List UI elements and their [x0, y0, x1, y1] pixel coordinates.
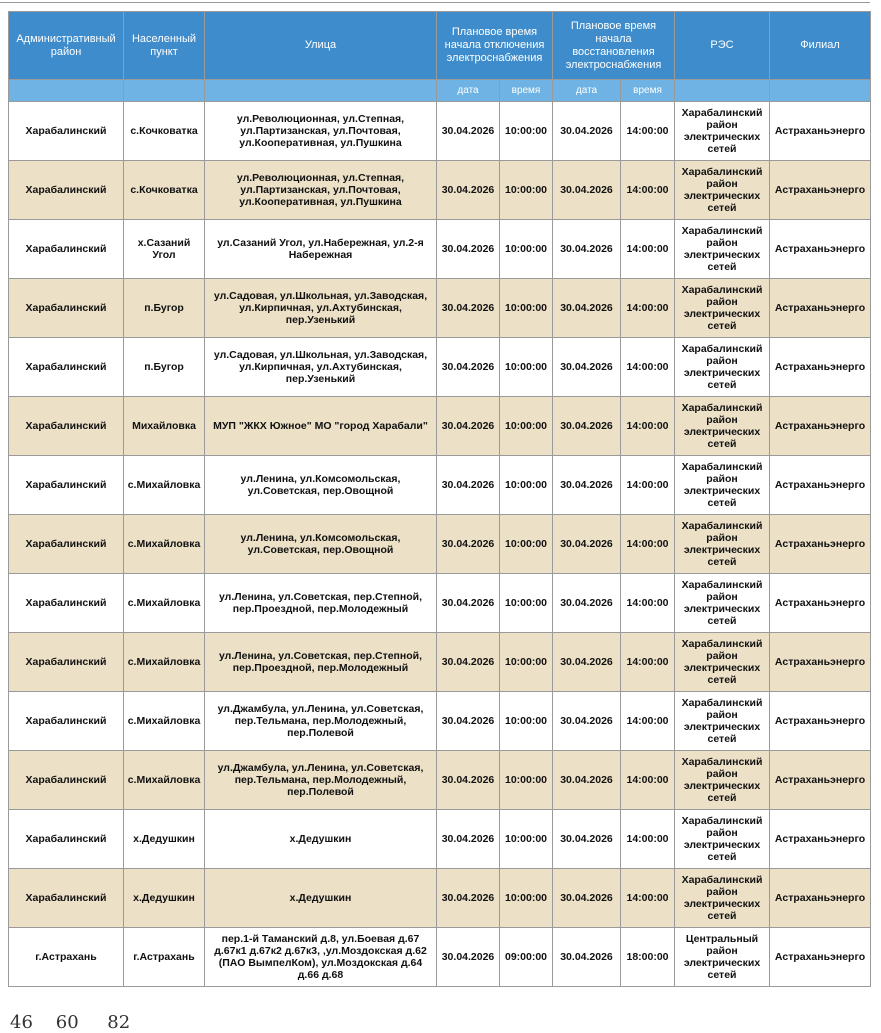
cell-branch: Астраханьэнерго	[770, 456, 871, 515]
cell-street: ул.Ленина, ул.Советская, пер.Степной, пер.Проездной, пер.Молодежный	[205, 574, 437, 633]
cell-district: г.Астрахань	[9, 928, 124, 987]
cell-on-date: 30.04.2026	[553, 161, 621, 220]
cell-on-date: 30.04.2026	[553, 338, 621, 397]
cell-res: Харабалинский район электрических сетей	[675, 751, 770, 810]
cell-street: ул.Революционная, ул.Степная, ул.Партизанская, ул.Почтовая, ул.Кооперативная, ул.Пушкина	[205, 102, 437, 161]
cell-settlement: с.Михайловка	[124, 692, 205, 751]
cell-branch: Астраханьэнерго	[770, 279, 871, 338]
header-on-time: Плановое время начала восстановления электроснабжения	[553, 12, 675, 80]
table-row	[9, 279, 871, 338]
cell-on-time: 14:00:00	[621, 220, 675, 279]
cell-district: Харабалинский	[9, 102, 124, 161]
table-row	[9, 928, 871, 987]
cell-on-time: 14:00:00	[621, 869, 675, 928]
table-row	[9, 161, 871, 220]
cell-on-date: 30.04.2026	[553, 810, 621, 869]
cell-off-time: 09:00:00	[500, 928, 553, 987]
cell-on-time: 14:00:00	[621, 515, 675, 574]
cell-district: Харабалинский	[9, 161, 124, 220]
cell-settlement: с.Кочковатка	[124, 161, 205, 220]
cell-res: Центральный район электрических сетей	[675, 928, 770, 987]
table-row	[9, 574, 871, 633]
header-off-time: Плановое время начала отключения электроснабжения	[437, 12, 553, 80]
cell-on-time: 14:00:00	[621, 692, 675, 751]
cell-settlement: с.Михайловка	[124, 633, 205, 692]
cell-off-date: 30.04.2026	[437, 751, 500, 810]
subheader-off-time: время	[500, 80, 553, 102]
cell-street: ул.Садовая, ул.Школьная, ул.Заводская, ул.Кирпичная, ул.Ахтубинская, пер.Узенький	[205, 279, 437, 338]
cell-district: Харабалинский	[9, 397, 124, 456]
cell-street: ул.Джамбула, ул.Ленина, ул.Советская, пер.Тельмана, пер.Молодежный, пер.Полевой	[205, 692, 437, 751]
cell-on-time: 14:00:00	[621, 456, 675, 515]
cell-res: Харабалинский район электрических сетей	[675, 161, 770, 220]
table-row	[9, 869, 871, 928]
cell-off-date: 30.04.2026	[437, 456, 500, 515]
table-row	[9, 397, 871, 456]
cell-on-time: 14:00:00	[621, 810, 675, 869]
cell-off-date: 30.04.2026	[437, 102, 500, 161]
top-divider	[0, 2, 870, 3]
cell-district: Харабалинский	[9, 692, 124, 751]
cell-settlement: х.Сазаний Угол	[124, 220, 205, 279]
header-district: Административный район	[9, 12, 124, 80]
table-row	[9, 633, 871, 692]
cell-res: Харабалинский район электрических сетей	[675, 574, 770, 633]
cell-off-date: 30.04.2026	[437, 397, 500, 456]
cell-on-date: 30.04.2026	[553, 574, 621, 633]
cell-branch: Астраханьэнерго	[770, 515, 871, 574]
subheader-empty	[205, 80, 437, 102]
cell-street: ул.Ленина, ул.Комсомольская, ул.Советская, пер.Овощной	[205, 515, 437, 574]
cell-off-time: 10:00:00	[500, 574, 553, 633]
cell-off-time: 10:00:00	[500, 633, 553, 692]
cell-on-time: 14:00:00	[621, 279, 675, 338]
cell-off-date: 30.04.2026	[437, 633, 500, 692]
cell-settlement: п.Бугор	[124, 279, 205, 338]
cell-settlement: с.Кочковатка	[124, 102, 205, 161]
cell-off-time: 10:00:00	[500, 102, 553, 161]
cell-on-date: 30.04.2026	[553, 279, 621, 338]
cell-on-date: 30.04.2026	[553, 220, 621, 279]
subheader-empty	[675, 80, 770, 102]
cell-on-date: 30.04.2026	[553, 869, 621, 928]
cell-res: Харабалинский район электрических сетей	[675, 456, 770, 515]
cell-off-time: 10:00:00	[500, 869, 553, 928]
cell-street: МУП "ЖКХ Южное" МО "город Харабали"	[205, 397, 437, 456]
cell-street: ул.Джамбула, ул.Ленина, ул.Советская, пер.Тельмана, пер.Молодежный, пер.Полевой	[205, 751, 437, 810]
cell-settlement: х.Дедушкин	[124, 869, 205, 928]
table-row	[9, 220, 871, 279]
cell-branch: Астраханьэнерго	[770, 751, 871, 810]
cell-branch: Астраханьэнерго	[770, 810, 871, 869]
cell-on-date: 30.04.2026	[553, 397, 621, 456]
table-row	[9, 751, 871, 810]
cell-district: Харабалинский	[9, 456, 124, 515]
subheader-row	[9, 80, 871, 102]
table-row	[9, 810, 871, 869]
cell-district: Харабалинский	[9, 869, 124, 928]
header-row	[9, 12, 871, 80]
cell-res: Харабалинский район электрических сетей	[675, 397, 770, 456]
cell-off-date: 30.04.2026	[437, 515, 500, 574]
cell-street: ул.Сазаний Угол, ул.Набережная, ул.2-я Набережная	[205, 220, 437, 279]
cell-branch: Астраханьэнерго	[770, 397, 871, 456]
subheader-on-date: дата	[553, 80, 621, 102]
cell-off-date: 30.04.2026	[437, 161, 500, 220]
cell-street: ул.Ленина, ул.Комсомольская, ул.Советская, пер.Овощной	[205, 456, 437, 515]
cell-on-time: 14:00:00	[621, 751, 675, 810]
cell-on-date: 30.04.2026	[553, 102, 621, 161]
cell-off-date: 30.04.2026	[437, 869, 500, 928]
cell-street: х.Дедушкин	[205, 810, 437, 869]
cell-branch: Астраханьэнерго	[770, 102, 871, 161]
subheader-empty	[770, 80, 871, 102]
cell-off-time: 10:00:00	[500, 220, 553, 279]
subheader-on-time: время	[621, 80, 675, 102]
cell-street: ул.Садовая, ул.Школьная, ул.Заводская, ул.Кирпичная, ул.Ахтубинская, пер.Узенький	[205, 338, 437, 397]
cell-off-date: 30.04.2026	[437, 279, 500, 338]
cell-branch: Астраханьэнерго	[770, 928, 871, 987]
cell-on-time: 14:00:00	[621, 633, 675, 692]
cell-on-date: 30.04.2026	[553, 633, 621, 692]
cell-street: пер.1-й Таманский д.8, ул.Боевая д.67 д.67к1 д.67к2 д.67к3, ,ул.Моздокская д.62 (ПАО ВымпелКом), ул.Моздокская д.64 д.66 д.68	[205, 928, 437, 987]
cell-on-time: 14:00:00	[621, 397, 675, 456]
cell-street: ул.Ленина, ул.Советская, пер.Степной, пер.Проездной, пер.Молодежный	[205, 633, 437, 692]
cell-on-date: 30.04.2026	[553, 751, 621, 810]
table-row	[9, 338, 871, 397]
cell-on-time: 14:00:00	[621, 161, 675, 220]
cell-settlement: с.Михайловка	[124, 574, 205, 633]
cell-branch: Астраханьэнерго	[770, 692, 871, 751]
cell-branch: Астраханьэнерго	[770, 633, 871, 692]
cell-branch: Астраханьэнерго	[770, 161, 871, 220]
header-res: РЭС	[675, 12, 770, 80]
table-row	[9, 515, 871, 574]
cell-settlement: Михайловка	[124, 397, 205, 456]
cell-on-time: 18:00:00	[621, 928, 675, 987]
cell-settlement: с.Михайловка	[124, 751, 205, 810]
subheader-empty	[9, 80, 124, 102]
cell-settlement: г.Астрахань	[124, 928, 205, 987]
cell-district: Харабалинский	[9, 220, 124, 279]
cell-res: Харабалинский район электрических сетей	[675, 220, 770, 279]
cell-off-time: 10:00:00	[500, 397, 553, 456]
table-row	[9, 456, 871, 515]
cell-branch: Астраханьэнерго	[770, 869, 871, 928]
cell-off-date: 30.04.2026	[437, 928, 500, 987]
cell-res: Харабалинский район электрических сетей	[675, 692, 770, 751]
cell-off-time: 10:00:00	[500, 751, 553, 810]
cell-off-date: 30.04.2026	[437, 574, 500, 633]
cell-off-time: 10:00:00	[500, 338, 553, 397]
cell-off-time: 10:00:00	[500, 810, 553, 869]
cell-res: Харабалинский район электрических сетей	[675, 279, 770, 338]
cell-res: Харабалинский район электрических сетей	[675, 633, 770, 692]
cell-on-date: 30.04.2026	[553, 928, 621, 987]
cell-on-time: 14:00:00	[621, 102, 675, 161]
cell-street: х.Дедушкин	[205, 869, 437, 928]
header-settlement: Населенный пункт	[124, 12, 205, 80]
cell-res: Харабалинский район электрических сетей	[675, 869, 770, 928]
cell-district: Харабалинский	[9, 633, 124, 692]
cell-on-date: 30.04.2026	[553, 692, 621, 751]
cell-on-date: 30.04.2026	[553, 456, 621, 515]
cell-branch: Астраханьэнерго	[770, 574, 871, 633]
cell-res: Харабалинский район электрических сетей	[675, 102, 770, 161]
cell-off-date: 30.04.2026	[437, 220, 500, 279]
subheader-empty	[124, 80, 205, 102]
cell-off-time: 10:00:00	[500, 161, 553, 220]
page-footer-text: 46 60 82	[10, 1012, 131, 1033]
cell-district: Харабалинский	[9, 279, 124, 338]
cell-off-date: 30.04.2026	[437, 338, 500, 397]
cell-settlement: х.Дедушкин	[124, 810, 205, 869]
cell-settlement: с.Михайловка	[124, 515, 205, 574]
header-branch: Филиал	[770, 12, 871, 80]
table-row	[9, 102, 871, 161]
table-body	[9, 102, 871, 987]
subheader-off-date: дата	[437, 80, 500, 102]
cell-off-time: 10:00:00	[500, 456, 553, 515]
cell-street: ул.Революционная, ул.Степная, ул.Партизанская, ул.Почтовая, ул.Кооперативная, ул.Пушкина	[205, 161, 437, 220]
cell-off-time: 10:00:00	[500, 279, 553, 338]
cell-district: Харабалинский	[9, 515, 124, 574]
cell-district: Харабалинский	[9, 751, 124, 810]
cell-off-date: 30.04.2026	[437, 692, 500, 751]
cell-res: Харабалинский район электрических сетей	[675, 515, 770, 574]
cell-settlement: п.Бугор	[124, 338, 205, 397]
cell-district: Харабалинский	[9, 574, 124, 633]
cell-on-date: 30.04.2026	[553, 515, 621, 574]
cell-res: Харабалинский район электрических сетей	[675, 810, 770, 869]
cell-branch: Астраханьэнерго	[770, 220, 871, 279]
cell-on-time: 14:00:00	[621, 338, 675, 397]
cell-district: Харабалинский	[9, 810, 124, 869]
outage-schedule-table	[8, 11, 871, 987]
cell-on-time: 14:00:00	[621, 574, 675, 633]
cell-off-time: 10:00:00	[500, 515, 553, 574]
cell-off-time: 10:00:00	[500, 692, 553, 751]
table-row	[9, 692, 871, 751]
cell-res: Харабалинский район электрических сетей	[675, 338, 770, 397]
cell-off-date: 30.04.2026	[437, 810, 500, 869]
header-street: Улица	[205, 12, 437, 80]
cell-branch: Астраханьэнерго	[770, 338, 871, 397]
cell-district: Харабалинский	[9, 338, 124, 397]
cell-settlement: с.Михайловка	[124, 456, 205, 515]
